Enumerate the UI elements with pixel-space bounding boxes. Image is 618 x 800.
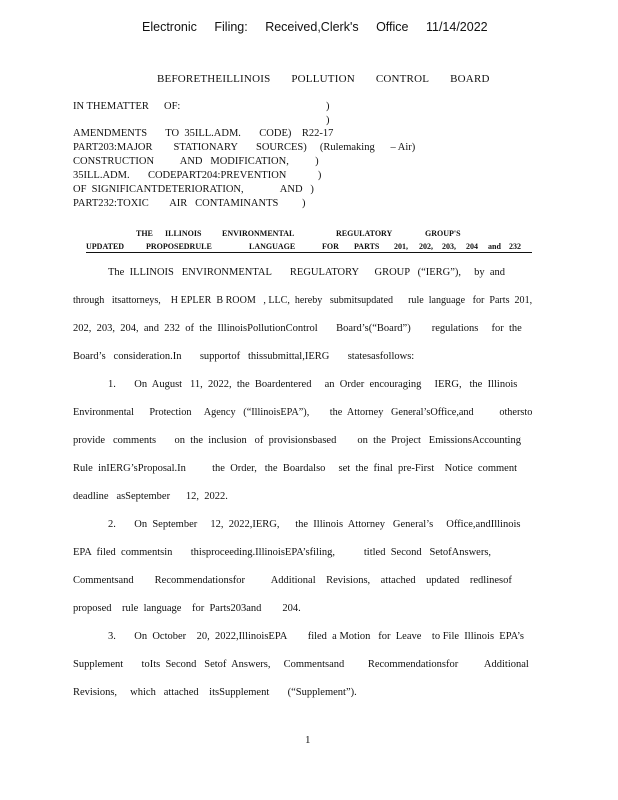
- title-word: UPDATED: [86, 242, 125, 251]
- body-line: provide comments on the inclusion of provisionsbased on the Project EmissionsAccounting: [73, 435, 521, 446]
- title-word: ILLINOIS: [165, 229, 202, 238]
- body-line: Board’s consideration.In supportof thissubmittal,IERG statesasfollows:: [73, 351, 415, 362]
- title-word: 202,: [419, 242, 433, 251]
- board-word: BEFORETHEILLINOIS: [157, 73, 271, 85]
- title-word: PROPOSEDRULE: [146, 242, 212, 251]
- caption-line: AMENDMENTS TO 35ILL.ADM. CODE) R22-17: [73, 128, 334, 139]
- board-word: BOARD: [450, 73, 490, 85]
- title-underline: [86, 252, 532, 253]
- caption-line: CONSTRUCTION AND MODIFICATION, ): [73, 156, 319, 167]
- body-line: Commentsand Recommendationsfor Additional Revisions, attached updated redlinesof: [73, 575, 512, 586]
- caption-of: OF:: [164, 101, 181, 112]
- board-word: POLLUTION: [291, 73, 355, 85]
- body-line: Rule inIERG’sProposal.In the Order, the Boardalso set the final pre-First Notice comment: [73, 463, 517, 474]
- caption-paren: ): [326, 101, 330, 112]
- body-line: Revisions, which attached itsSupplement (“Supplement”).: [73, 687, 357, 698]
- caption-line: 35ILL.ADM. CODEPART204:PREVENTION ): [73, 170, 322, 181]
- body-line: Supplement toIts Second Setof Answers, Commentsand Recommendationsfor Additional: [73, 659, 529, 670]
- body-line: through itsattorneys, H EPLER B ROOM , LLC, hereby submitsupdated rule language for Parts 201,: [73, 295, 533, 306]
- caption-line: PART203:MAJOR STATIONARY SOURCES) (Rulemaking – Air): [73, 142, 416, 153]
- title-word: PARTS: [354, 242, 380, 251]
- title-word: 203,: [442, 242, 456, 251]
- body-line: proposed rule language for Parts203and 204.: [73, 603, 301, 614]
- title-word: ENVIRONMENTAL: [222, 229, 295, 238]
- header-received: Received,Clerk's: [265, 20, 359, 34]
- page-number: 1: [305, 734, 311, 746]
- body-line: 1. On August 11, 2022, the Boardentered an Order encouraging IERG, the Illinois: [108, 379, 518, 390]
- header-date: 11/14/2022: [425, 20, 488, 34]
- caption-in-matter: IN THEMATTER: [73, 101, 149, 112]
- caption-paren: ): [326, 115, 330, 126]
- caption-line: PART232:TOXIC AIR CONTAMINANTS ): [73, 198, 306, 209]
- title-word: REGULATORY: [336, 229, 393, 238]
- board-heading: [157, 73, 508, 85]
- title-word: and: [488, 242, 501, 251]
- title-word: 201,: [394, 242, 408, 251]
- body-line: 3. On October 20, 2022,IllinoisEPA filed a Motion for Leave to File Illinois EPA’s: [108, 631, 524, 642]
- body-line: Environmental Protection Agency (“IllinoisEPA”), the Attorney General’sOffice,and othersto: [73, 407, 533, 418]
- electronic-filing-header: [142, 20, 502, 34]
- title-word: LANGUAGE: [249, 242, 296, 251]
- body-line: The ILLINOIS ENVIRONMENTAL REGULATORY GROUP (“IERG”), by and: [108, 267, 506, 278]
- header-electronic: Electronic: [142, 20, 197, 34]
- title-word: 204: [466, 242, 478, 251]
- board-word: CONTROL: [375, 73, 430, 85]
- caption-line: OF SIGNIFICANTDETERIORATION, AND ): [73, 184, 314, 195]
- header-filing: Filing:: [214, 20, 248, 34]
- body-line: 2. On September 12, 2022,IERG, the Illinois Attorney General’s Office,andIllinois: [108, 519, 521, 530]
- title-word: FOR: [322, 242, 339, 251]
- body-line: EPA filed commentsin thisproceeding.IllinoisEPA’sfiling, titled Second SetofAnswers,: [73, 547, 492, 558]
- header-office: Office: [376, 20, 409, 34]
- body-line: 202, 203, 204, and 232 of the IllinoisPollutionControl Board’s(“Board”) regulations for the: [73, 323, 522, 334]
- body-line: deadline asSeptember 12, 2022.: [73, 491, 228, 502]
- title-word: THE: [136, 229, 153, 238]
- title-word: 232: [509, 242, 521, 251]
- title-word: GROUP'S: [425, 229, 461, 238]
